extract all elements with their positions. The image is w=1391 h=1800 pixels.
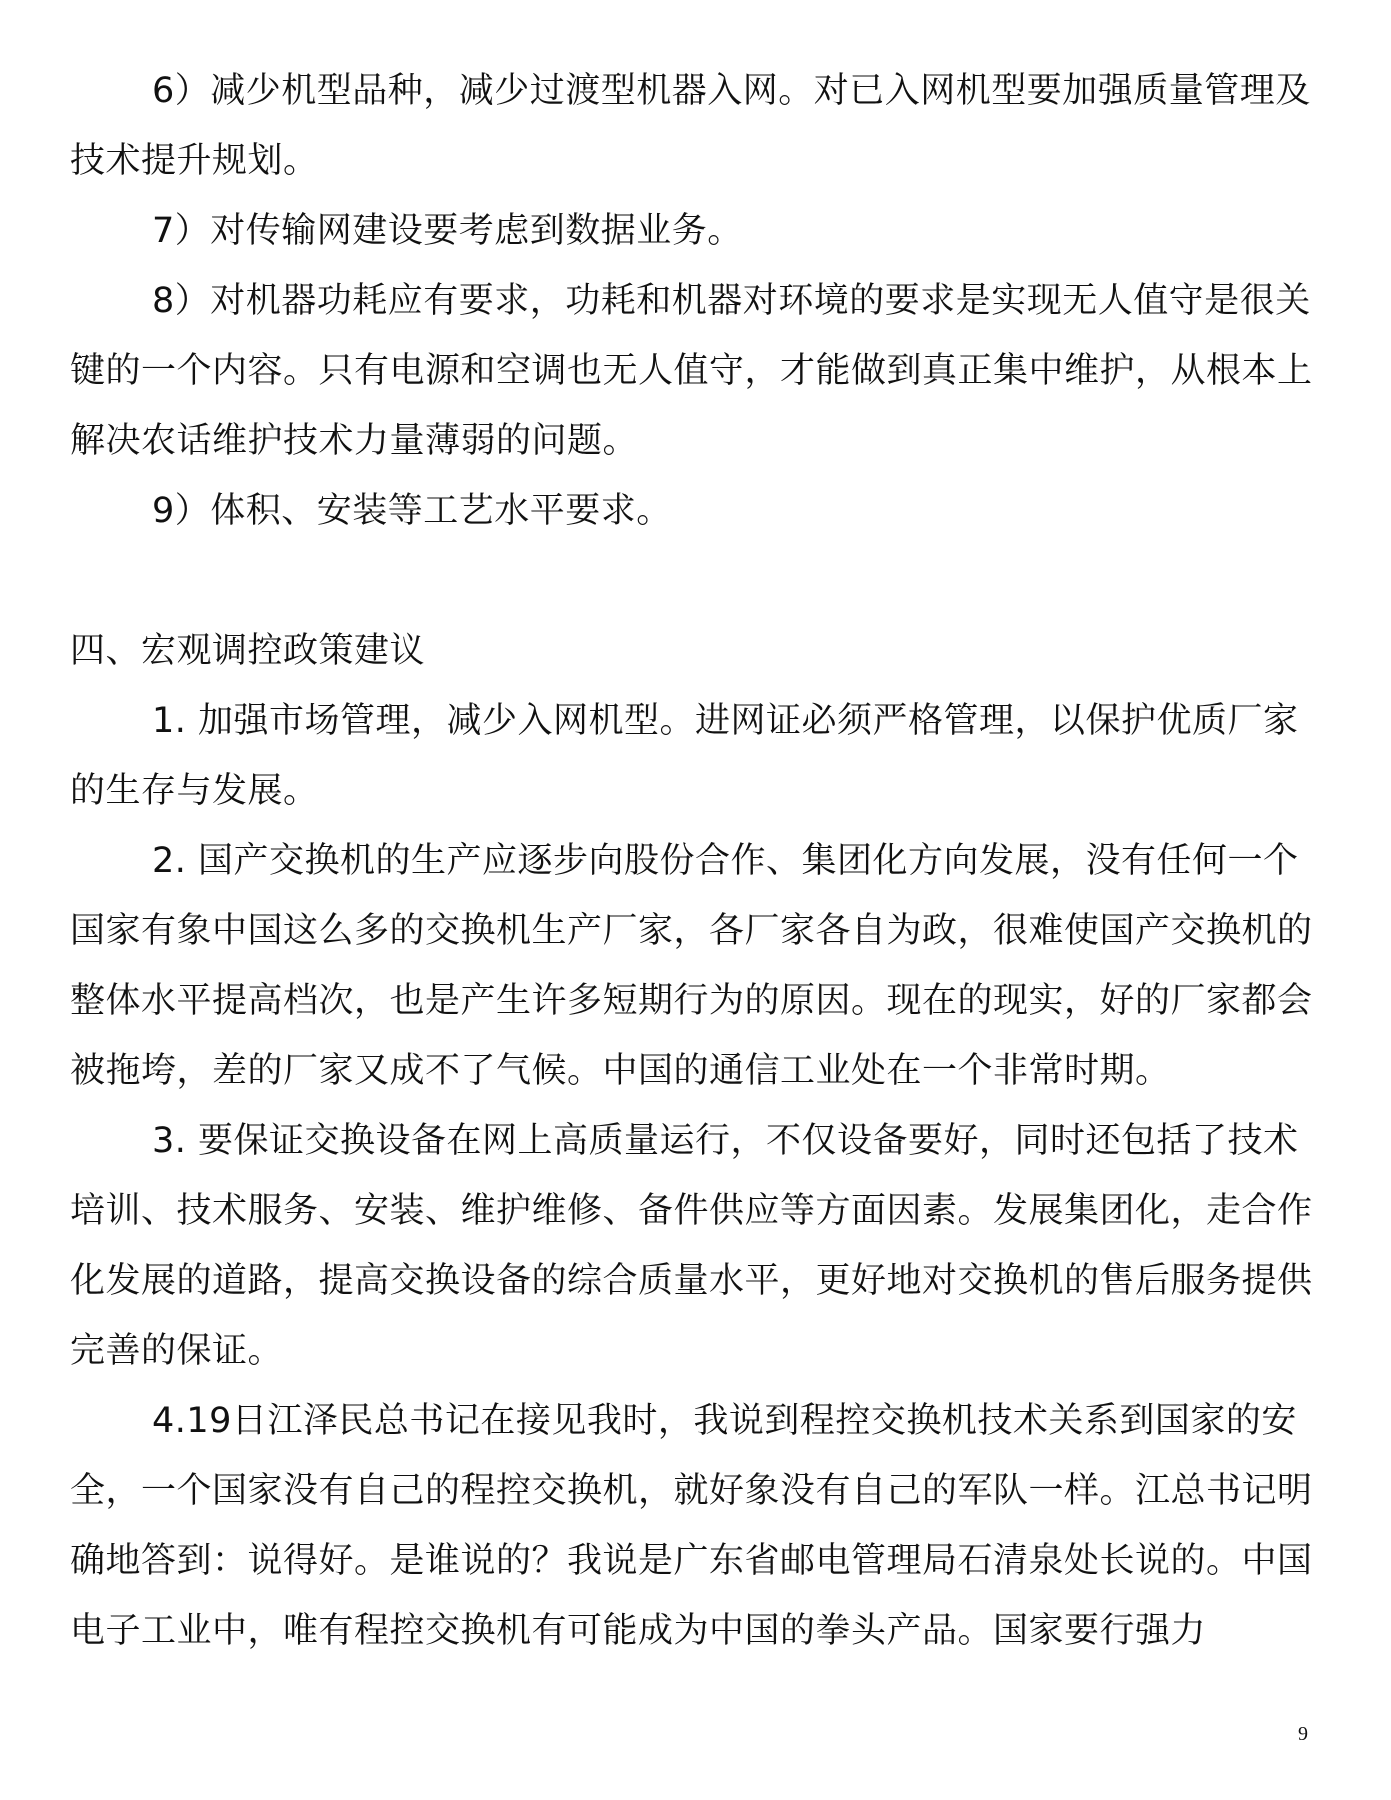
paragraph-item-6: 6）减少机型品种，减少过渡型机器入网。对已入网机型要加强质量管理及技术提升规划。 <box>70 71 1311 181</box>
policy-paragraph-3: 3. 要保证交换设备在网上高质量运行，不仅设备要好，同时还包括了技术培训、技术服务、安装、维护维修、备件供应等方面因素。发展集团化，走合作化发展的道路，提高交换设备的综合质量水平，更好地对交换机的售后服务提供完善的保证。 <box>70 1121 1313 1371</box>
paragraph-item-9: 9）体积、安装等工艺水平要求。 <box>152 491 672 531</box>
document-body <box>70 56 1325 1666</box>
page-number: 9 <box>1298 1723 1308 1745</box>
section-heading: 四、宏观调控政策建议 <box>70 631 426 671</box>
section-spacer <box>70 546 1325 616</box>
policy-paragraph-1: 1. 加强市场管理，减少入网机型。进网证必须严格管理，以保护优质厂家的生存与发展。 <box>70 701 1299 811</box>
policy-paragraph-2: 2. 国产交换机的生产应逐步向股份合作、集团化方向发展，没有任何一个国家有象中国这么多的交换机生产厂家，各厂家各自为政，很难使国产交换机的整体水平提高档次，也是产生许多短期行为的原因。现在的现实，好的厂家都会被拖垮，差的厂家又成不了气候。中国的通信工业处在一个非常时期。 <box>70 841 1313 1091</box>
paragraph-item-8: 8）对机器功耗应有要求，功耗和机器对环境的要求是实现无人值守是很关键的一个内容。只有电源和空调也无人值守，才能做到真正集中维护，从根本上解决农话维护技术力量薄弱的问题。 <box>70 281 1313 461</box>
paragraph-item-7: 7）对传输网建设要考虑到数据业务。 <box>152 211 743 251</box>
policy-paragraph-4: 4.19日江泽民总书记在接见我时，我说到程控交换机技术关系到国家的安全，一个国家没有自己的程控交换机，就好象没有自己的军队一样。江总书记明确地答到：说得好。是谁说的？我说是广东省邮电管理局石清泉处长说的。中国电子工业中，唯有程控交换机有可能成为中国的拳头产品。国家要行强力 <box>70 1401 1313 1651</box>
